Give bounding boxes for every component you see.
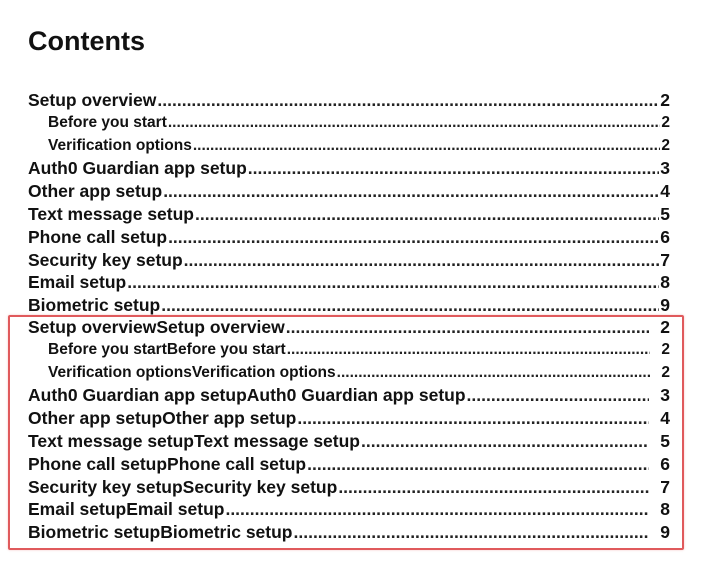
toc-entry-title: Security key setup <box>28 249 183 270</box>
toc-entry[interactable] <box>28 226 670 249</box>
dot-leader <box>157 89 659 112</box>
duplicated-table-of-contents <box>28 316 670 544</box>
toc-entry[interactable] <box>28 271 670 294</box>
toc-entry-page-number: 7 <box>660 476 670 497</box>
toc-entry-page-number: 2 <box>660 90 670 110</box>
toc-entry[interactable] <box>28 476 670 499</box>
toc-entry-page-number: 6 <box>660 453 670 474</box>
toc-entry[interactable] <box>28 407 670 430</box>
toc-entry-title: Auth0 Guardian app setup <box>28 158 247 179</box>
toc-entry[interactable] <box>28 316 670 339</box>
toc-entry[interactable] <box>28 498 670 521</box>
toc-entry-page-number: 9 <box>660 522 670 543</box>
toc-entry-title: Verification options <box>48 136 192 154</box>
toc-entry[interactable] <box>28 430 670 453</box>
toc-entry-page-number: 8 <box>660 499 670 520</box>
toc-entry-page-number: 4 <box>660 408 670 429</box>
toc-entry-title: Before you startBefore you start <box>48 340 286 358</box>
toc-entry[interactable] <box>28 294 670 317</box>
dot-leader <box>163 180 659 203</box>
toc-entry[interactable] <box>28 112 670 135</box>
toc-entry-title: Phone call setupPhone call setup <box>28 453 307 474</box>
dot-leader <box>195 203 659 226</box>
toc-entry-page-number: 4 <box>660 181 670 202</box>
toc-entry-page-number: 3 <box>660 158 670 179</box>
dot-leader <box>248 157 659 180</box>
toc-entry[interactable] <box>28 180 670 203</box>
toc-entry[interactable] <box>28 203 670 226</box>
toc-entry-title: Auth0 Guardian app setupAuth0 Guardian app setup <box>28 385 466 406</box>
toc-entry-page-number: 2 <box>661 113 670 131</box>
toc-entry-title: Text message setup <box>28 203 194 224</box>
toc-entry-page-number: 2 <box>661 363 670 381</box>
dot-leader <box>287 339 651 362</box>
toc-entry-page-number: 3 <box>660 385 670 406</box>
toc-entry[interactable] <box>28 339 670 362</box>
toc-entry[interactable] <box>28 89 670 112</box>
toc-entry-title: Email setupEmail setup <box>28 499 225 520</box>
toc-entry-page-number: 6 <box>660 226 670 247</box>
dot-leader <box>161 294 659 317</box>
toc-entry-title: Security key setupSecurity key setup <box>28 476 338 497</box>
toc-entry-title: Other app setup <box>28 181 163 202</box>
toc-entry-title: Phone call setup <box>28 226 168 247</box>
toc-entry[interactable] <box>28 157 670 180</box>
page-title: Contents <box>28 26 145 56</box>
toc-entry-title: Other app setupOther app setup <box>28 408 297 429</box>
toc-entry-page-number: 2 <box>661 136 670 154</box>
dot-leader <box>294 521 650 544</box>
dot-leader <box>307 453 649 476</box>
toc-entry-title: Setup overviewSetup overview <box>28 317 285 337</box>
dot-leader <box>127 271 659 294</box>
toc-entry-page-number: 2 <box>661 340 670 358</box>
dot-leader <box>168 112 661 135</box>
dot-leader <box>286 316 650 339</box>
toc-entry[interactable] <box>28 362 670 385</box>
toc-entry-title: Setup overview <box>28 90 157 110</box>
dot-leader <box>338 476 649 499</box>
toc-entry-page-number: 7 <box>660 249 670 270</box>
table-of-contents <box>28 89 670 317</box>
dot-leader <box>225 498 649 521</box>
toc-entry-page-number: 5 <box>660 430 670 451</box>
toc-entry-title: Before you start <box>48 113 167 131</box>
toc-entry[interactable] <box>28 249 670 272</box>
dot-leader <box>297 407 649 430</box>
toc-entry-title: Verification optionsVerification options <box>48 363 336 381</box>
dot-leader <box>184 249 660 272</box>
toc-entry[interactable] <box>28 135 670 158</box>
toc-entry-page-number: 5 <box>660 203 670 224</box>
dot-leader <box>361 430 649 453</box>
toc-entry-title: Email setup <box>28 272 127 293</box>
toc-entry-title: Biometric setup <box>28 295 161 316</box>
dot-leader <box>193 135 661 158</box>
toc-entry-page-number: 8 <box>660 272 670 293</box>
dot-leader <box>337 362 651 385</box>
toc-entry-page-number: 2 <box>660 317 670 337</box>
dot-leader <box>168 226 659 249</box>
toc-entry[interactable] <box>28 521 670 544</box>
toc-entry[interactable] <box>28 453 670 476</box>
toc-entry-title: Biometric setupBiometric setup <box>28 522 293 543</box>
toc-entry-page-number: 9 <box>660 295 670 316</box>
toc-entry[interactable] <box>28 384 670 407</box>
toc-entry-title: Text message setupText message setup <box>28 430 360 451</box>
dot-leader <box>467 384 650 407</box>
